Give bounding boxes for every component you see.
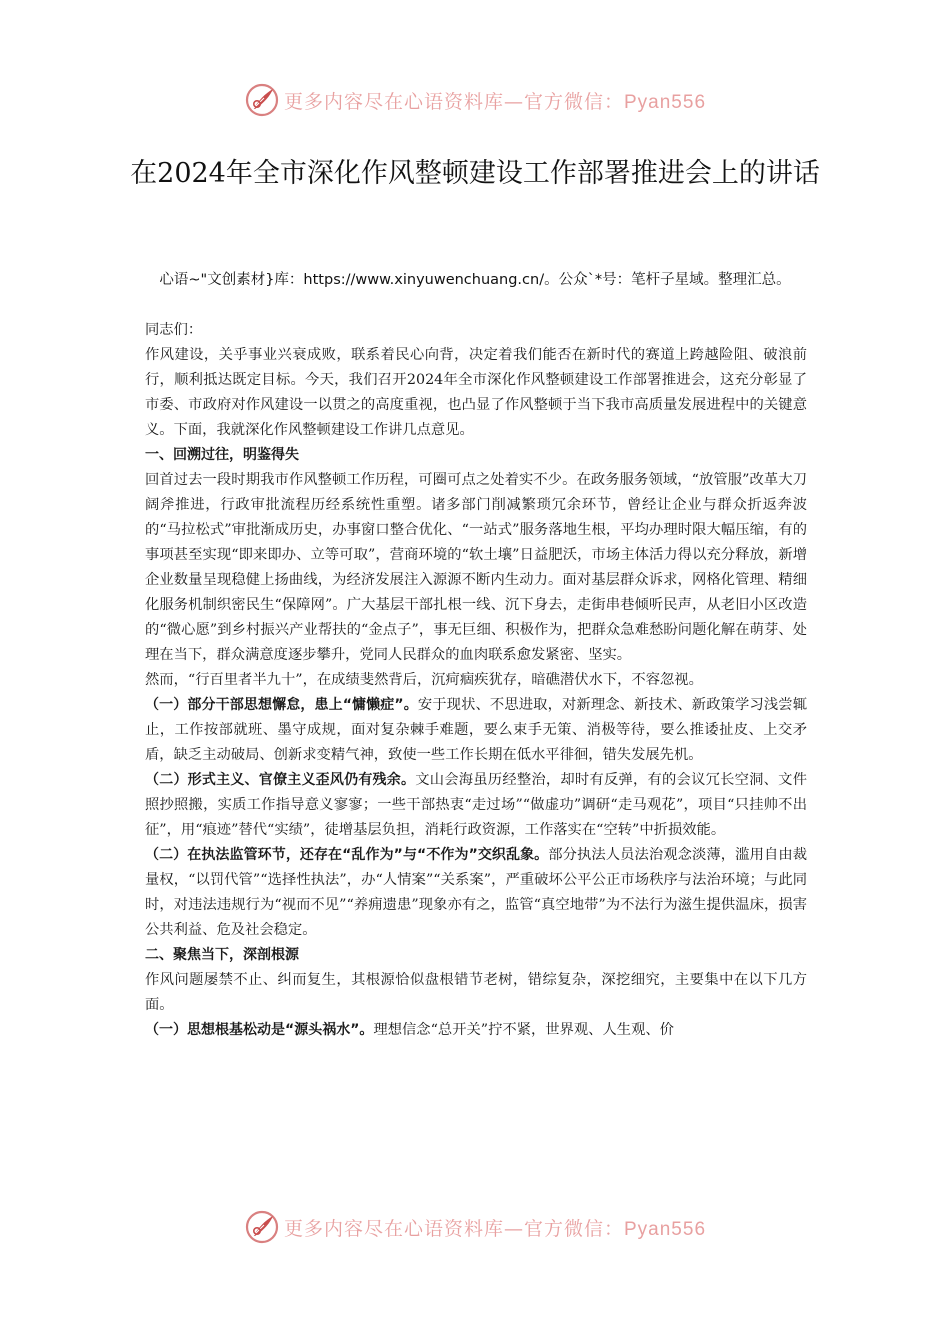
problem-item-1-lead: （一）部分干部思想懈怠，患上“慵懒症”。	[145, 697, 418, 713]
greeting: 同志们：	[145, 322, 203, 338]
footer-banner	[0, 1207, 950, 1247]
problem-item-3-text: 部分执法人员法治观念淡薄，滥用自由裁量权，“以罚代管”“选择性执法”，办“人情案”“关系案”，严重破坏公平公正市场秩序与法治环境；与此同时，对违法违规行为“视而不见”“养痈遗患”现象亦有之，监管“真空地带”为不法行为滋生提供温床，损害公共利益、危及社会稳定。	[145, 847, 807, 938]
section2-paragraph-1: 作风问题屡禁不止、纠而复生，其根源恰似盘根错节老树，错综复杂，深挖细究，主要集中在以下几方面。	[145, 972, 807, 1013]
document-title: 在2024年全市深化作风整顿建设工作部署推进会上的讲话	[130, 158, 820, 189]
section-heading-2: 二、聚焦当下，深剖根源	[145, 947, 299, 963]
banner-wechat-id: Pyan556	[624, 91, 707, 113]
header-banner	[0, 80, 950, 120]
banner-label: 更多内容尽在心语资料库—官方微信：	[283, 90, 624, 113]
problem-item-3	[145, 843, 807, 943]
root-cause-item-1	[145, 1018, 807, 1043]
section1-paragraph-2: 然而，“行百里者半九十”，在成绩斐然背后，沉疴痼疾犹存，暗礁潜伏水下，不容忽视。	[145, 672, 703, 688]
root-cause-item-1-lead: （一）思想根基松动是“源头祸水”。	[145, 1022, 374, 1038]
problem-item-3-lead: （二）在执法监管环节，还存在“乱作为”与“不作为”交织乱象。	[145, 847, 549, 863]
banner-text	[284, 1214, 706, 1241]
banner-text	[284, 87, 706, 114]
feather-pen-logo-icon	[244, 1209, 280, 1245]
intro-paragraph: 作风建设，关乎事业兴衰成败，联系着民心向背，决定着我们能否在新时代的赛道上跨越险阻、破浪前行，顺利抵达既定目标。今天，我们召开2024年全市深化作风整顿建设工作部署推进会，这充分彰显了市委、市政府对作风建设一以贯之的高度重视，也凸显了作风整顿于当下我市高质量发展进程中的关键意义。下面，我就深化作风整顿建设工作讲几点意见。	[145, 347, 807, 438]
problem-item-1	[145, 693, 807, 768]
banner-wechat-id: Pyan556	[624, 1218, 707, 1240]
section-heading-1: 一、回溯过往，明鉴得失	[145, 447, 299, 463]
problem-item-2	[145, 768, 807, 843]
problem-item-2-text: 文山会海虽历经整治，却时有反弹，有的会议冗长空洞、文件照抄照搬，实质工作指导意义寥寥；一些干部热衷“走过场”“做虚功”调研“走马观花”，项目“只挂帅不出征”，用“痕迹”替代“实绩”，徒增基层负担，消耗行政资源，工作落实在“空转”中折损效能。	[145, 772, 808, 838]
problem-item-1-text: 安于现状、不思进取，对新理念、新技术、新政策学习浅尝辄止，工作按部就班、墨守成规，面对复杂棘手难题，要么束手无策、消极等待，要么推诿扯皮、上交矛盾，缺乏主动破局、创新求变精气神，致使一些工作长期在低水平徘徊，错失发展先机。	[145, 697, 807, 763]
problem-item-2-lead: （二）形式主义、官僚主义歪风仍有残余。	[145, 772, 416, 788]
banner-label: 更多内容尽在心语资料库—官方微信：	[283, 1217, 624, 1240]
root-cause-item-1-text: 理想信念“总开关”拧不紧，世界观、人生观、价	[373, 1022, 674, 1038]
document-body	[145, 318, 807, 1043]
source-note: 心语~"文创素材}库：https://www.xinyuwenchuang.cn/。公众`*号：笔杆子星域。整理汇总。	[159, 272, 791, 288]
feather-pen-logo-icon	[244, 82, 280, 118]
section1-paragraph-1: 回首过去一段时期我市作风整顿工作历程，可圈可点之处着实不少。在政务服务领域，“放管服”改革大刀阔斧推进，行政审批流程历经系统性重塑。诸多部门削减繁琐冗余环节，曾经让企业与群众折返奔波的“马拉松式”审批渐成历史，办事窗口整合优化、“一站式”服务落地生根，平均办理时限大幅压缩，有的事项甚至实现“即来即办、立等可取”，营商环境的“软土壤”日益肥沃，市场主体活力得以充分释放，新增企业数量呈现稳健上扬曲线，为经济发展注入源源不断内生动力。面对基层群众诉求，网格化管理、精细化服务机制织密民生“保障网”。广大基层干部扎根一线、沉下身去，走街串巷倾听民声，从老旧小区改造的“微心愿”到乡村振兴产业帮扶的“金点子”，事无巨细、积极作为，把群众急难愁盼问题化解在萌芽、处理在当下，群众满意度逐步攀升，党同人民群众的血肉联系愈发紧密、坚实。	[145, 472, 807, 663]
